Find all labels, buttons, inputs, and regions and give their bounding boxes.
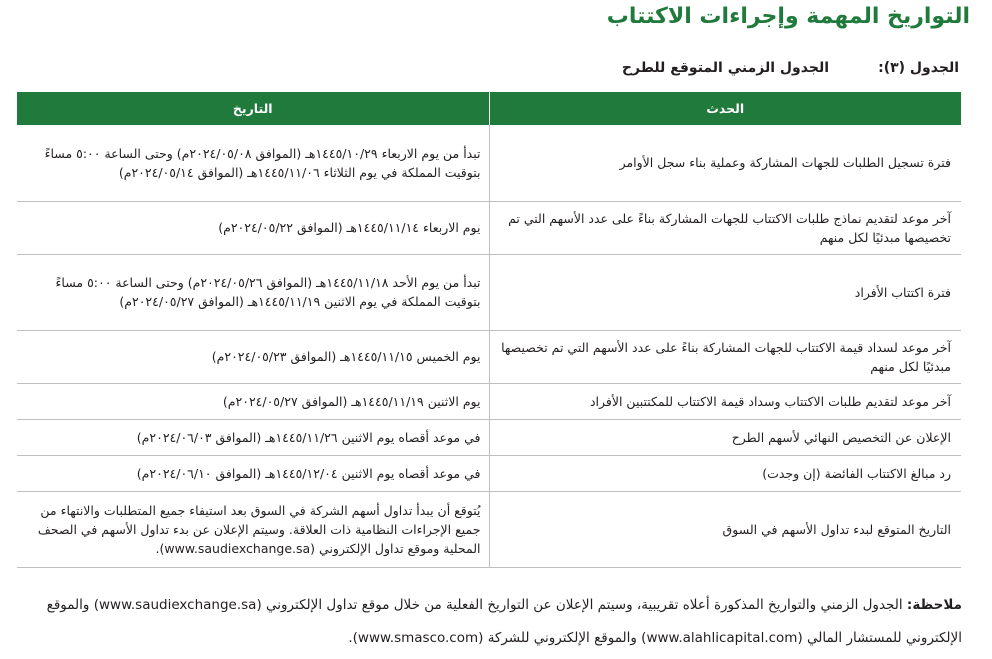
- date-cell: يوم الاربعاء ١٤٤٥/١١/١٤هـ (الموافق ٢٠٢٤/٠٥/٢٢م): [17, 201, 489, 254]
- table-row: [17, 383, 961, 419]
- table-row: [17, 455, 961, 491]
- date-cell: تبدأ من يوم الاربعاء ١٤٤٥/١٠/٢٩هـ (الموافق ٢٠٢٤/٠٥/٠٨م) وحتى الساعة ٥:٠٠ مساءً بتوقيت المملكة في يوم الثلاثاء ١٤٤٥/١١/٠٦هـ (الموافق ٢٠٢٤/٠٥/١٤م): [17, 125, 489, 201]
- column-header-date: التاريخ: [17, 92, 489, 125]
- event-cell: آخر موعد لسداد قيمة الاكتتاب للجهات المشاركة بناءً على عدد الأسهم التي تم تخصيصها مبدئيًا لكل منهم: [489, 330, 961, 383]
- event-cell: رد مبالغ الاكتتاب الفائضة (إن وجدت): [489, 455, 961, 491]
- event-cell: آخر موعد لتقديم طلبات الاكتتاب وسداد قيمة الاكتتاب للمكتتبين الأفراد: [489, 383, 961, 419]
- page-title: التواريخ المهمة وإجراءات الاكتتاب: [606, 4, 970, 29]
- event-cell: الإعلان عن التخصيص النهائي لأسهم الطرح: [489, 419, 961, 455]
- table-caption: [439, 60, 959, 84]
- table-header-row: [17, 92, 961, 125]
- column-header-event: الحدث: [489, 92, 961, 125]
- table-row: [17, 491, 961, 567]
- table-row: [17, 125, 961, 201]
- date-cell: تبدأ من يوم الأحد ١٤٤٥/١١/١٨هـ (الموافق ٢٠٢٤/٠٥/٢٦م) وحتى الساعة ٥:٠٠ مساءً بتوقيت المملكة في يوم الاثنين ١٤٤٥/١١/١٩هـ (الموافق ٢٠٢٤/٠٥/٢٧م): [17, 254, 489, 330]
- footnote-text: الجدول الزمني والتواريخ المذكورة أعلاه تقريبية، وسيتم الإعلان عن التواريخ الفعلية من خلال موقع تداول الإلكتروني (www.saudiexchange.sa) والموقع الإلكتروني للمستشار المالي (www.alahlicapital.com) والموقع الإلكتروني للشركة (www.smasco.com).: [46, 597, 962, 646]
- table-row: [17, 330, 961, 383]
- table-caption-text: الجدول الزمني المتوقع للطرح: [621, 60, 829, 76]
- table-row: [17, 419, 961, 455]
- event-cell: آخر موعد لتقديم نماذج طلبات الاكتتاب للجهات المشاركة بناءً على عدد الأسهم التي تم تخصيصها مبدئيًا لكل منهم: [489, 201, 961, 254]
- table-row: [17, 201, 961, 254]
- date-cell: في موعد أقصاه يوم الاثنين ١٤٤٥/١٢/٠٤هـ (الموافق ٢٠٢٤/٠٦/١٠م): [17, 455, 489, 491]
- event-cell: فترة تسجيل الطلبات للجهات المشاركة وعملية بناء سجل الأوامر: [489, 125, 961, 201]
- date-cell: يوم الاثنين ١٤٤٥/١١/١٩هـ (الموافق ٢٠٢٤/٠٥/٢٧م): [17, 383, 489, 419]
- schedule-table: [17, 92, 961, 568]
- event-cell: فترة اكتتاب الأفراد: [489, 254, 961, 330]
- footnote-label: ملاحظة:: [906, 597, 962, 613]
- event-cell: التاريخ المتوقع لبدء تداول الأسهم في السوق: [489, 491, 961, 567]
- date-cell: يُتوقع أن يبدأ تداول أسهم الشركة في السوق بعد استيفاء جميع المتطلبات والانتهاء من جميع الإجراءات النظامية ذات العلاقة. وسيتم الإعلان عن بدء تداول الأسهم في الصحف المحلية وموقع تداول الإلكتروني (www.saudiexchange.sa).: [17, 491, 489, 567]
- footnote: [27, 589, 962, 655]
- table-number: الجدول (٣):: [878, 60, 959, 76]
- table-row: [17, 254, 961, 330]
- date-cell: يوم الخميس ١٤٤٥/١١/١٥هـ (الموافق ٢٠٢٤/٠٥/٢٣م): [17, 330, 489, 383]
- date-cell: في موعد أقصاه يوم الاثنين ١٤٤٥/١١/٢٦هـ (الموافق ٢٠٢٤/٠٦/٠٣م): [17, 419, 489, 455]
